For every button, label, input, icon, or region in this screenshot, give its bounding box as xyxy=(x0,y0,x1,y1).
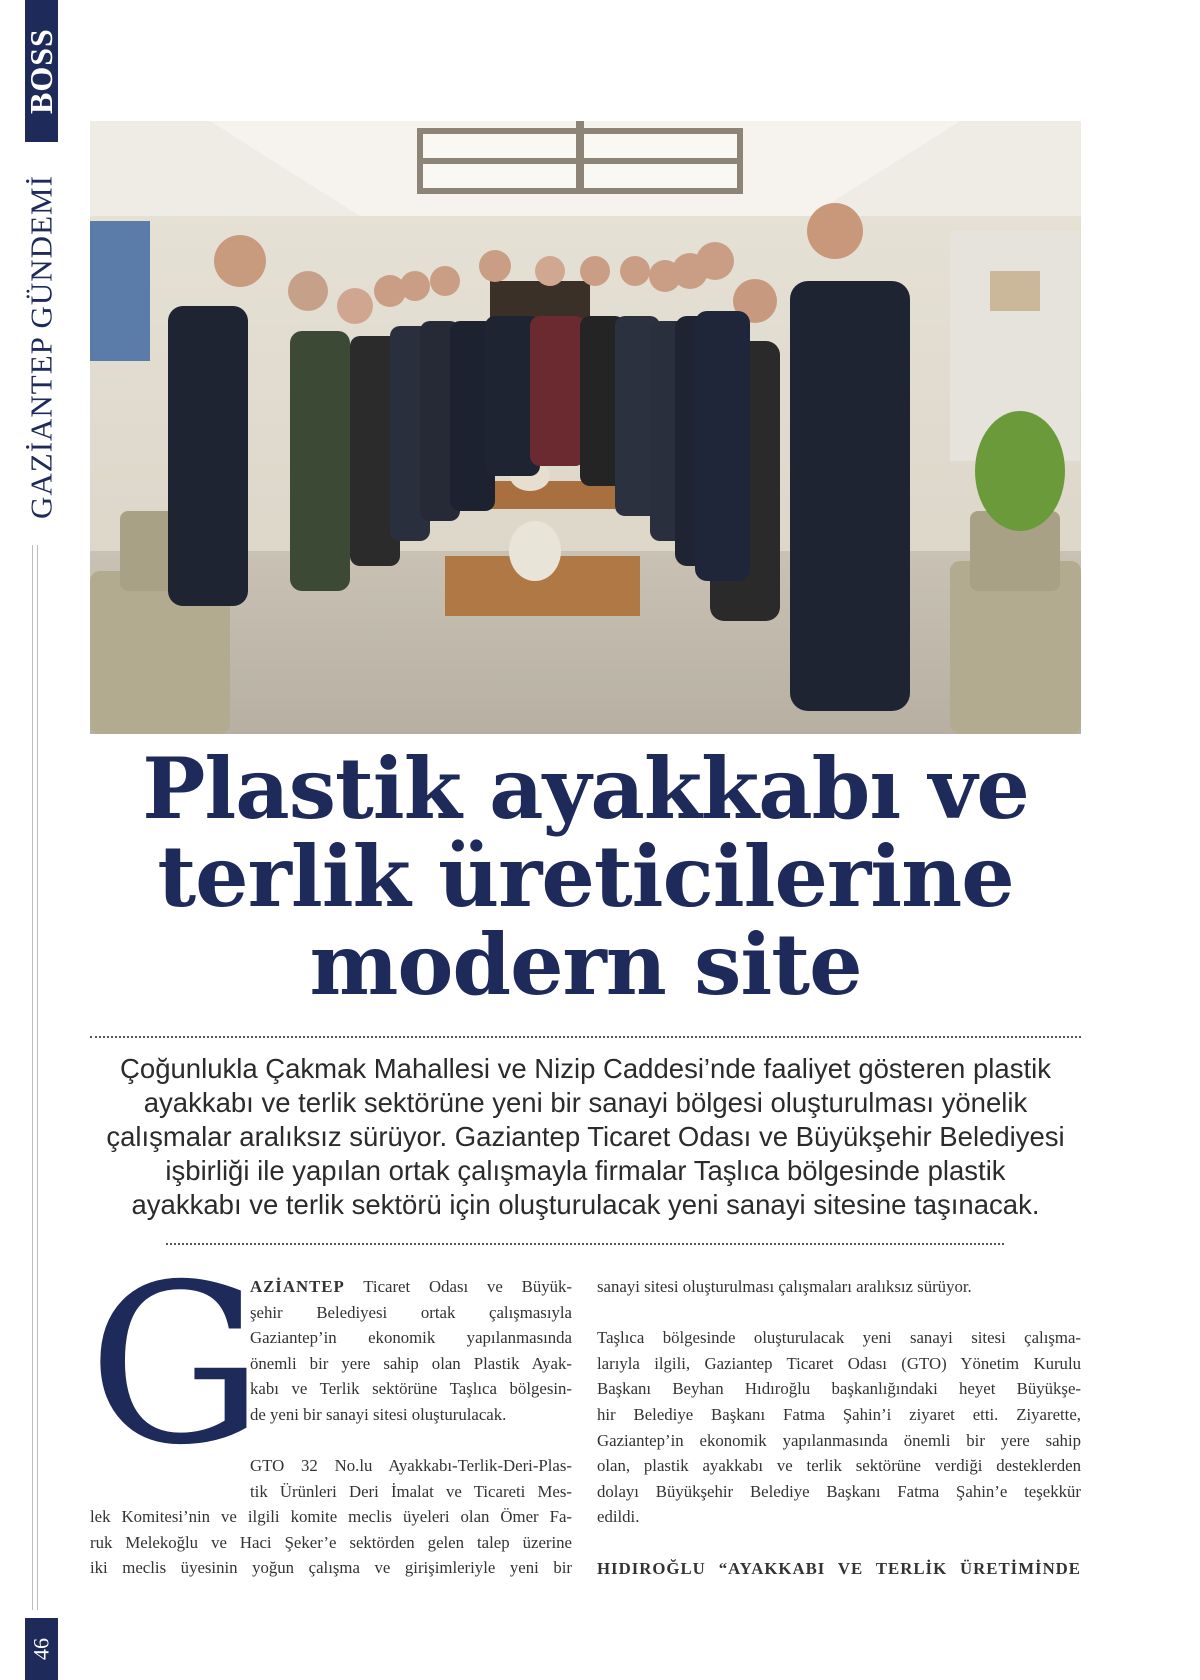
text-line: lek Komitesi’nin ve ilgili komite meclis üyeleri olan Ömer Fa- xyxy=(90,1507,572,1526)
drop-cap: G xyxy=(88,1237,264,1493)
text-line: hir Belediye Başkanı Fatma Şahin’i ziyaret etti. Ziyarette, xyxy=(597,1404,1081,1424)
text-line: de yeni bir sanayi sitesi oluşturulacak. xyxy=(250,1404,507,1424)
text-line: larıyla ilgili, Gaziantep Ticaret Odası (GTO) Yönetim Kurulu xyxy=(597,1353,1081,1373)
text-line: Gaziantep’in ekonomik yapılanmasında xyxy=(250,1328,572,1348)
text-line: önemli bir yere sahip olan Plastik Ayak- xyxy=(250,1353,572,1373)
rail-divider xyxy=(32,545,33,1610)
lead-line: çalışmalar aralıksız sürüyor. Gaziantep Ticaret Odası ve Büyükşehir Belediyesi xyxy=(106,1121,1065,1152)
dateline: AZİANTEP xyxy=(250,1277,345,1296)
section-label: GAZİANTEP GÜNDEMİ xyxy=(23,175,59,520)
text-line: tik Ürünleri Deri İmalat ve Ticareti Mes- xyxy=(250,1481,572,1501)
rail-divider xyxy=(37,545,38,1610)
article-paragraph xyxy=(250,1274,572,1428)
headline-line: terlik üreticilerine xyxy=(157,827,1014,926)
article-headline xyxy=(90,739,1081,1014)
page-number: 46 xyxy=(28,1638,54,1660)
text-line: iki meclis üyesinin yoğun çalışma ve girişimleriyle yeni bir xyxy=(90,1558,572,1578)
text-line: GTO 32 No.lu Ayakkabı-Terlik-Deri-Plas- xyxy=(250,1456,572,1475)
text-line: şehir Belediyesi ortak çalışmasıyla xyxy=(250,1302,572,1322)
dotted-divider xyxy=(90,1036,1081,1038)
text-line: Gaziantep’in ekonomik yapılanmasında önemli bir yere sahip xyxy=(597,1430,1081,1450)
dotted-divider xyxy=(166,1243,1004,1245)
text-line: Taşlıca bölgesinde oluşturulacak yeni sanayi sitesi çalışma- xyxy=(597,1328,1081,1348)
article-lead xyxy=(90,1052,1081,1222)
text-line: ruk Melekoğlu ve Haci Şeker’e sektörden gelen talep üzerine xyxy=(90,1532,572,1552)
text-line: kabı ve Terlik sektörüne Taşlıca bölgesin- xyxy=(250,1379,572,1399)
brand-label: BOSS xyxy=(23,28,59,114)
group-photo-icon xyxy=(90,121,1081,734)
article-paragraph xyxy=(90,1504,572,1581)
text-line: olan, plastik ayakkabı ve terlik sektörüne verdiği desteklerden xyxy=(597,1456,1081,1476)
lead-line: ayakkabı ve terlik sektörü için oluşturulacak yeni sanayi sitesine taşınacak. xyxy=(131,1189,1040,1220)
side-rail xyxy=(0,0,60,1680)
headline-line: Plastik ayakkabı ve xyxy=(142,739,1029,838)
article-paragraph xyxy=(250,1453,572,1504)
lead-line: Çoğunlukla Çakmak Mahallesi ve Nizip Caddesi’nde faaliyet gösteren plastik xyxy=(120,1053,1051,1084)
subheading: HIDIROĞLU “AYAKKABI VE TERLİK ÜRETİMİNDE xyxy=(597,1558,1081,1578)
text-line: edildi. xyxy=(597,1507,640,1527)
text-line: Başkanı Beyhan Hıdıroğlu başkanlığındaki heyet Büyükşe- xyxy=(597,1379,1081,1399)
lead-line: işbirliği ile yapılan ortak çalışmayla firmalar Taşlıca bölgesinde plastik xyxy=(165,1155,1006,1186)
lead-line: ayakkabı ve terlik sektörüne yeni bir sanayi bölgesi oluşturulması yönelik xyxy=(143,1087,1028,1118)
text-line: dolayı Büyükşehir Belediye Başkanı Fatma Şahin’e teşekkür xyxy=(597,1481,1081,1501)
text-line: sanayi sitesi oluşturulması çalışmaları aralıksız sürüyor. xyxy=(597,1277,972,1296)
headline-line: modern site xyxy=(309,915,862,1014)
group-photo xyxy=(90,121,1081,734)
text-line: Ticaret Odası ve Büyük- xyxy=(344,1277,572,1296)
article-column-2 xyxy=(597,1274,1081,1581)
